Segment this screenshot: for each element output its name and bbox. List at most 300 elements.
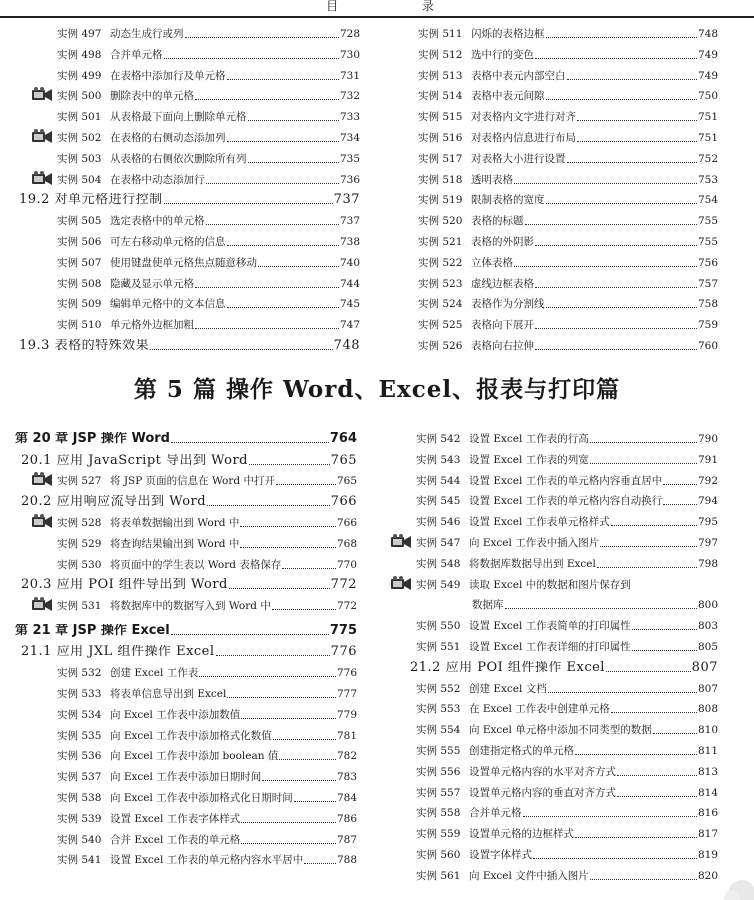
toc-section-entry [410, 661, 718, 675]
page-number: 759 [697, 319, 718, 332]
dot-leader [227, 141, 339, 142]
page-number: 755 [697, 215, 718, 228]
page-number: 737 [333, 192, 360, 208]
entry-title: 透明表格 [471, 173, 513, 186]
page-number: 745 [339, 298, 360, 311]
entry-title: 对表格大小进行设置 [471, 152, 566, 165]
toc-example-entry [57, 277, 360, 291]
page-number: 800 [697, 599, 718, 612]
toc-example-entry [57, 599, 357, 613]
toc-example-entry [416, 640, 718, 654]
page-number: 787 [336, 833, 357, 846]
example-number: 实例 520 [418, 215, 463, 228]
page-number: 752 [697, 152, 718, 165]
example-number: 实例 503 [57, 152, 102, 165]
page-number: 751 [697, 132, 718, 144]
entry-title: 可左右移动单元格的信息 [110, 236, 226, 248]
page-number: 772 [330, 577, 357, 593]
example-number: 实例 507 [57, 256, 102, 269]
toc-example-entry [416, 806, 718, 820]
example-number: 实例 535 [57, 729, 102, 742]
example-number: 实例 498 [57, 48, 102, 61]
dot-leader [533, 858, 697, 859]
example-number: 实例 524 [418, 298, 463, 311]
toc-chapter-entry [15, 432, 357, 446]
example-number: 实例 545 [416, 495, 461, 508]
toc-example-entry [416, 432, 718, 446]
entry-title: 19.2 对单元格进行控制 [19, 193, 163, 208]
dot-leader [227, 307, 339, 308]
toc-example-entry [416, 515, 718, 529]
dot-leader [577, 141, 697, 142]
page-number: 768 [336, 537, 357, 550]
toc-example-entry [57, 687, 357, 701]
toc-example-entry [57, 833, 357, 847]
toc-example-entry [57, 708, 357, 722]
example-number: 实例 559 [416, 828, 461, 841]
dot-leader [523, 816, 697, 817]
dot-leader [206, 183, 339, 184]
toc-example-entry [57, 318, 360, 332]
page-number: 758 [697, 298, 718, 311]
page-number: 795 [697, 516, 718, 529]
toc-example-entry [57, 812, 357, 826]
dot-leader [241, 843, 336, 844]
entry-title: 表格作为分割线 [471, 298, 545, 311]
dot-leader [206, 224, 339, 225]
page-number: 811 [697, 745, 718, 757]
entry-title: 设置 Excel 工作表简单的打印属性 [469, 620, 631, 633]
dot-leader [611, 525, 697, 526]
toc-example-entry [57, 89, 360, 103]
page-number: 747 [339, 319, 360, 332]
page-number: 794 [697, 495, 718, 508]
dot-leader [548, 692, 697, 693]
entry-title: 表格的外阴影 [471, 236, 534, 248]
entry-title: 在 Excel 工作表中创建单元格 [469, 703, 610, 716]
example-number: 实例 521 [418, 236, 463, 248]
dot-leader [617, 775, 697, 776]
page-number: 817 [697, 828, 718, 841]
toc-example-entry [418, 110, 718, 124]
dot-leader [273, 739, 336, 740]
entry-title: 表格向下展开 [471, 319, 534, 332]
dot-leader [276, 484, 336, 485]
entry-title: 20.2 应用响应流导出到 Word [21, 495, 207, 510]
entry-title: 21.1 应用 JXL 组件操作 Excel [21, 645, 215, 660]
entry-title: 向 Excel 工作表中添加格式化日期时间 [110, 792, 293, 804]
entry-title: 设置单元格内容的垂直对齐方式 [469, 786, 616, 799]
entry-title: 在表格中动态添加行 [110, 173, 205, 186]
example-number: 实例 502 [57, 132, 102, 144]
page-number: 803 [697, 620, 718, 633]
page-number: 731 [339, 69, 360, 82]
entry-title: 设置 Excel 工作表的单元格内容垂直居中 [469, 474, 663, 487]
toc-chapter-entry [15, 624, 357, 638]
entry-title: 表格向右拉伸 [471, 340, 534, 352]
toc-example-entry [57, 474, 357, 488]
example-number: 实例 509 [57, 298, 102, 311]
example-number: 实例 547 [416, 537, 461, 549]
toc-example-entry [57, 27, 360, 41]
toc-example-entry [418, 339, 718, 353]
entry-title: 表格中表元间隙 [471, 90, 545, 103]
toc-example-entry [418, 89, 718, 103]
dot-leader [195, 99, 339, 100]
entry-title: 选中行的变色 [471, 48, 534, 61]
dot-leader [240, 547, 336, 548]
page-number: 728 [339, 28, 360, 40]
entry-title: 创建 Excel 工作表 [110, 667, 199, 680]
entry-title: 创建 Excel 文档 [469, 682, 547, 695]
dot-leader [535, 328, 697, 329]
dot-leader [535, 58, 697, 59]
example-number: 实例 538 [57, 792, 102, 804]
example-number: 实例 510 [57, 319, 102, 332]
page-number: 781 [336, 729, 357, 742]
example-number: 实例 549 [416, 578, 461, 591]
entry-title: 将表单信息导出到 Excel [110, 688, 227, 700]
example-number: 实例 552 [416, 682, 461, 695]
entry-title: 对表格内信息进行布局 [471, 132, 576, 144]
page-number: 788 [336, 854, 357, 867]
toc-example-entry [418, 214, 718, 228]
toc-section-entry [21, 454, 357, 468]
entry-title: 向 Excel 工作表中添加格式化数值 [110, 729, 272, 742]
example-number: 实例 546 [416, 516, 461, 529]
page-number: 782 [336, 750, 357, 763]
toc-entry-continuation [472, 598, 718, 612]
page-number: 784 [336, 792, 357, 804]
toc-example-entry [57, 110, 360, 124]
page-number: 807 [691, 659, 718, 675]
video-example-icon [31, 171, 53, 186]
entry-title: 动态生成行或列 [110, 28, 184, 40]
example-number: 实例 550 [416, 620, 461, 633]
header-title: 目 录 [326, 0, 474, 13]
entry-title: 设置字体样式 [469, 849, 532, 861]
page-number: 783 [336, 771, 357, 784]
dot-leader [546, 99, 697, 100]
toc-example-entry [416, 682, 718, 696]
example-number: 实例 544 [416, 474, 461, 487]
toc-example-entry [416, 744, 718, 758]
entry-title: 单元格外边框加粗 [110, 319, 194, 332]
header-rule [0, 16, 754, 18]
toc-example-entry [416, 848, 718, 862]
dot-leader [505, 608, 697, 609]
dot-leader [663, 484, 697, 485]
entry-title: 向 Excel 文件中插入图片 [469, 869, 589, 882]
page-number: 748 [333, 338, 360, 353]
entry-title: 向 Excel 工作表中添加日期时间 [110, 771, 262, 784]
page-number: 730 [339, 48, 360, 61]
page-number: 777 [336, 688, 357, 700]
dot-leader [171, 442, 329, 443]
page-number: 814 [697, 786, 718, 799]
page-number: 737 [339, 215, 360, 228]
entry-title: 将表单数据输出到 Word 中 [110, 516, 240, 529]
dot-leader [535, 245, 697, 246]
example-number: 实例 516 [418, 132, 463, 144]
dot-leader [227, 245, 339, 246]
page-number: 750 [697, 90, 718, 103]
dot-leader [282, 568, 336, 569]
dot-leader [216, 655, 330, 656]
dot-leader [546, 37, 697, 38]
page-number: 770 [336, 558, 357, 571]
example-number: 实例 558 [416, 807, 461, 820]
example-number: 实例 515 [418, 111, 463, 124]
entry-title: 向 Excel 单元格中添加不同类型的数据 [469, 724, 652, 737]
dot-leader [240, 526, 336, 527]
dot-leader [632, 629, 697, 630]
example-number: 实例 514 [418, 90, 463, 103]
entry-title: 第 20 章 JSP 操作 Word [15, 432, 170, 446]
example-number: 实例 517 [418, 152, 463, 165]
example-number: 实例 539 [57, 812, 102, 825]
entry-title: 设置单元格内容的水平对齐方式 [469, 765, 616, 778]
page-number: 764 [329, 431, 357, 446]
toc-section-entry [21, 578, 357, 592]
page-number: 819 [697, 849, 718, 861]
dot-leader [241, 718, 336, 719]
dot-leader [227, 79, 339, 80]
entry-title: 从表格的右侧依次删除所有列 [110, 152, 247, 165]
toc-example-entry [57, 749, 357, 763]
dot-leader [164, 58, 339, 59]
toc-example-entry [418, 48, 718, 62]
entry-title: 从表格最下面向上删除单元格 [110, 111, 247, 124]
toc-example-entry [418, 277, 718, 291]
dot-leader [514, 266, 697, 267]
toc-example-entry [418, 173, 718, 187]
video-example-icon [31, 514, 53, 529]
entry-title: 设置 Excel 工作表的单元格内容水平居中 [110, 854, 304, 867]
dot-leader [249, 464, 330, 465]
page-number: 744 [339, 277, 360, 290]
toc-example-entry [416, 578, 718, 592]
entry-title: 将 JSP 页面的信息在 Word 中打开 [110, 475, 275, 488]
entry-title: 在表格的右侧动态添加列 [110, 132, 226, 144]
toc-example-entry [57, 791, 357, 805]
toc-section-entry [21, 645, 357, 659]
dot-leader [575, 837, 697, 838]
toc-example-entry [416, 474, 718, 488]
dot-leader [171, 634, 329, 635]
example-number: 实例 528 [57, 516, 102, 529]
example-number: 实例 519 [418, 194, 463, 207]
toc-example-entry [416, 786, 718, 800]
entry-title: 设置单元格的边框样式 [469, 828, 574, 841]
entry-title: 表格中表元内部空白 [471, 69, 566, 82]
toc-example-entry [416, 536, 718, 550]
entry-title: 向 Excel 工作表中添加 boolean 值 [110, 750, 279, 763]
example-number: 实例 541 [57, 854, 102, 867]
entry-title: 将查询结果输出到 Word 中 [110, 537, 240, 550]
dot-leader [248, 120, 339, 121]
example-number: 实例 505 [57, 215, 102, 228]
example-number: 实例 555 [416, 745, 461, 757]
toc-example-entry [418, 297, 718, 311]
entry-title: 删除表中的单元格 [110, 90, 194, 103]
dot-leader [241, 822, 336, 823]
dot-leader [577, 120, 697, 121]
page-number: 775 [329, 622, 357, 638]
entry-title: 对表格内文字进行对齐 [471, 111, 576, 124]
toc-example-entry [418, 235, 718, 249]
page-number: 786 [336, 812, 357, 825]
toc-example-entry [57, 297, 360, 311]
dot-leader [590, 879, 697, 880]
dot-leader [653, 733, 697, 734]
page-number: 754 [697, 194, 718, 207]
example-number: 实例 525 [418, 319, 463, 332]
dot-leader [606, 671, 691, 672]
example-number: 实例 531 [57, 600, 102, 613]
toc-example-entry [57, 173, 360, 187]
example-number: 实例 506 [57, 236, 102, 248]
entry-title: 20.3 应用 POI 组件导出到 Word [21, 578, 228, 593]
toc-example-entry [416, 557, 718, 571]
example-number: 实例 543 [416, 453, 461, 466]
example-number: 实例 523 [418, 277, 463, 290]
page-number: 753 [697, 173, 718, 186]
example-number: 实例 532 [57, 667, 102, 680]
dot-leader [279, 759, 336, 760]
entry-title: 21.2 应用 POI 组件操作 Excel [410, 660, 605, 675]
dot-leader [227, 697, 336, 698]
page-number: 808 [697, 703, 718, 716]
toc-example-entry [57, 558, 357, 572]
page-number: 748 [697, 28, 718, 40]
toc-example-entry [57, 770, 357, 784]
entry-title: 立体表格 [471, 256, 513, 269]
entry-title: 在表格中添加行及单元格 [110, 69, 226, 82]
toc-section-entry [19, 339, 360, 353]
toc-example-entry [57, 48, 360, 62]
page-number: 813 [697, 765, 718, 778]
page-number: 765 [336, 475, 357, 488]
dot-leader [304, 863, 336, 864]
example-number: 实例 536 [57, 750, 102, 763]
page-number: 765 [330, 452, 357, 468]
example-number: 实例 540 [57, 833, 102, 846]
example-number: 实例 537 [57, 771, 102, 784]
example-number: 实例 499 [57, 69, 102, 82]
toc-example-entry [57, 537, 357, 551]
dot-leader [535, 287, 697, 288]
video-example-icon [390, 534, 412, 549]
example-number: 实例 533 [57, 688, 102, 700]
toc-example-entry [416, 723, 718, 737]
example-number: 实例 508 [57, 277, 102, 290]
toc-example-entry [57, 729, 357, 743]
toc-example-entry [416, 827, 718, 841]
video-example-icon [31, 129, 53, 144]
toc-example-entry [57, 152, 360, 166]
toc-example-entry [418, 69, 718, 83]
video-example-icon [31, 472, 53, 487]
page-number: 749 [697, 48, 718, 61]
page-number: 755 [697, 236, 718, 248]
example-number: 实例 529 [57, 537, 102, 550]
toc-example-entry [416, 869, 718, 883]
dot-leader [262, 780, 336, 781]
example-number: 实例 534 [57, 708, 102, 721]
page-number: 734 [339, 132, 360, 144]
example-number: 实例 551 [416, 641, 461, 653]
example-number: 实例 554 [416, 724, 461, 737]
video-example-icon [390, 576, 412, 591]
dot-leader [663, 504, 697, 505]
dot-leader [611, 712, 697, 713]
toc-example-entry [57, 256, 360, 270]
entry-title: 使用键盘使单元格焦点随意移动 [110, 256, 257, 269]
page-number: 790 [697, 433, 718, 445]
dot-leader [199, 676, 336, 677]
example-number: 实例 512 [418, 48, 463, 61]
toc-example-entry [416, 494, 718, 508]
page-number: 776 [330, 644, 357, 660]
dot-leader [258, 266, 339, 267]
entry-title: 隐藏及显示单元格 [110, 277, 194, 290]
toc-example-entry [57, 69, 360, 83]
dot-leader [590, 463, 697, 464]
page-number: 732 [339, 90, 360, 103]
entry-title: 向 Excel 工作表中插入图片 [469, 537, 600, 549]
entry-title: 读取 Excel 中的数据和图片保存到 [469, 578, 631, 591]
entry-title: 第 21 章 JSP 操作 Excel [15, 623, 170, 638]
toc-example-entry [418, 318, 718, 332]
page-number: 766 [336, 516, 357, 529]
example-number: 实例 500 [57, 90, 102, 103]
entry-title: 合并单元格 [469, 807, 522, 820]
dot-leader [164, 203, 333, 204]
page-number: 738 [339, 236, 360, 248]
entry-title: 设置 Excel 工作表字体样式 [110, 812, 241, 825]
dot-leader [195, 328, 339, 329]
dot-leader [546, 203, 697, 204]
example-number: 实例 548 [416, 557, 461, 570]
page-number: 797 [697, 537, 718, 549]
entry-title: 设置 Excel 工作表详细的打印属性 [469, 641, 631, 653]
entry-title: 选定表格中的单元格 [110, 215, 205, 228]
toc-example-entry [57, 235, 360, 249]
page-number: 735 [339, 152, 360, 165]
entry-title: 创建指定格式的单元格 [469, 745, 574, 757]
page-number: 740 [339, 256, 360, 269]
toc-section-entry [19, 193, 360, 207]
entry-title: 虚线边框表格 [471, 277, 534, 290]
entry-title: 设置 Excel 工作表的行高 [469, 433, 589, 445]
page-number: 751 [697, 111, 718, 124]
entry-title: 20.1 应用 JavaScript 导出到 Word [21, 453, 248, 468]
entry-title: 19.3 表格的特殊效果 [19, 339, 150, 353]
example-number: 实例 553 [416, 703, 461, 716]
page-number: 816 [697, 807, 718, 820]
dot-leader [272, 609, 336, 610]
dot-leader [294, 801, 336, 802]
entry-title: 编辑单元格中的文本信息 [110, 298, 226, 311]
toc-example-entry [416, 702, 718, 716]
entry-title: 将页面中的学生表以 Word 表格保存 [110, 558, 282, 571]
dot-leader [150, 349, 333, 350]
toc-example-entry [57, 214, 360, 228]
page-number: 810 [697, 724, 718, 737]
example-number: 实例 527 [57, 475, 102, 488]
example-number: 实例 556 [416, 765, 461, 778]
